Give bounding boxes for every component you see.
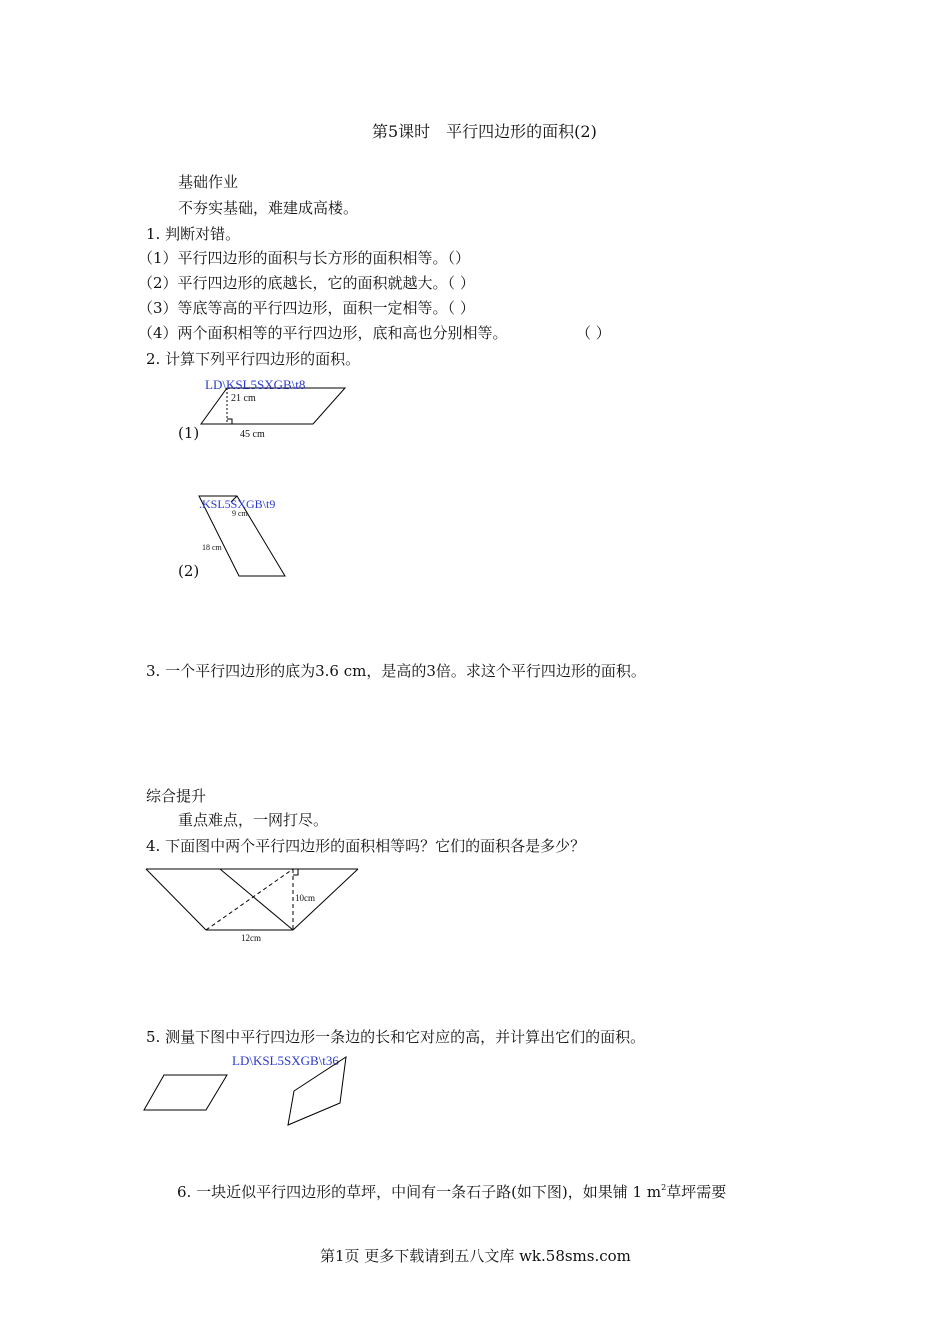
figure-1-base-label: 45 cm: [240, 429, 265, 440]
question-1-item-4: （4）两个面积相等的平行四边形，底和高也分别相等。: [138, 324, 508, 342]
parallelogram-figure-5a: [140, 1070, 250, 1120]
section-heading-basic: 基础作业: [178, 173, 239, 191]
question-1-title: 1. 判断对错。: [146, 225, 241, 243]
section-heading-advanced: 综合提升: [146, 787, 207, 805]
parallelogram-figure-5b: [282, 1055, 362, 1135]
page-footer: 第1页 更多下载请到五八文库 wk.58sms.com: [320, 1247, 631, 1265]
parallelogram-figure-1: [195, 385, 355, 445]
question-3-text: 3. 一个平行四边形的底为3.6 cm，是高的3倍。求这个平行四边形的面积。: [146, 662, 646, 680]
question-6-text: [177, 1184, 726, 1200]
figure-4-base-label: 12cm: [241, 933, 261, 943]
question-4-text: 4. 下面图中两个平行四边形的面积相等吗？它们的面积各是多少？: [146, 837, 586, 855]
figure-4-height-label: 10cm: [295, 893, 315, 903]
figure-2-tag: .KSL5SXGB\t9: [199, 497, 276, 511]
question-2-title: 2. 计算下列平行四边形的面积。: [146, 350, 361, 368]
section-motto-advanced: 重点难点，一网打尽。: [178, 811, 329, 829]
figure-5-tag: LD\KSL5SXGB\t36: [232, 1053, 339, 1068]
question-6-text-end: 草坪需要: [666, 1183, 727, 1201]
question-6-text-main: 6. 一块近似平行四边形的草坪，中间有一条石子路(如下图)，如果铺 1 m: [177, 1183, 662, 1201]
question-1-item-3: （3）等底等高的平行四边形，面积一定相等。（ ）: [138, 299, 475, 317]
section-motto-basic: 不夯实基础，难建成高楼。: [178, 199, 359, 217]
figure-1-label: (1): [178, 424, 200, 442]
answer-bracket[interactable]: （ ）: [576, 324, 611, 342]
square-unit-superscript: 2: [661, 1183, 667, 1192]
figure-2-top-label: 9 cm: [232, 509, 248, 518]
two-parallelograms-figure: [145, 866, 365, 936]
page-title: 第5课时 平行四边形的面积(2): [372, 122, 597, 141]
figure-2-side-label: 18 cm: [202, 543, 222, 552]
question-5-text: 5. 测量下图中平行四边形一条边的长和它对应的高，并计算出它们的面积。: [146, 1028, 646, 1046]
figure-1-tag: LD\KSL5SXGB\t8: [205, 377, 306, 392]
figure-2-label: (2): [178, 562, 200, 580]
question-1-item-1: （1）平行四边形的面积与长方形的面积相等。（）: [138, 249, 471, 267]
question-1-item-2: （2）平行四边形的底越长，它的面积就越大。（ ）: [138, 274, 475, 292]
figure-1-height-label: 21 cm: [231, 393, 256, 404]
